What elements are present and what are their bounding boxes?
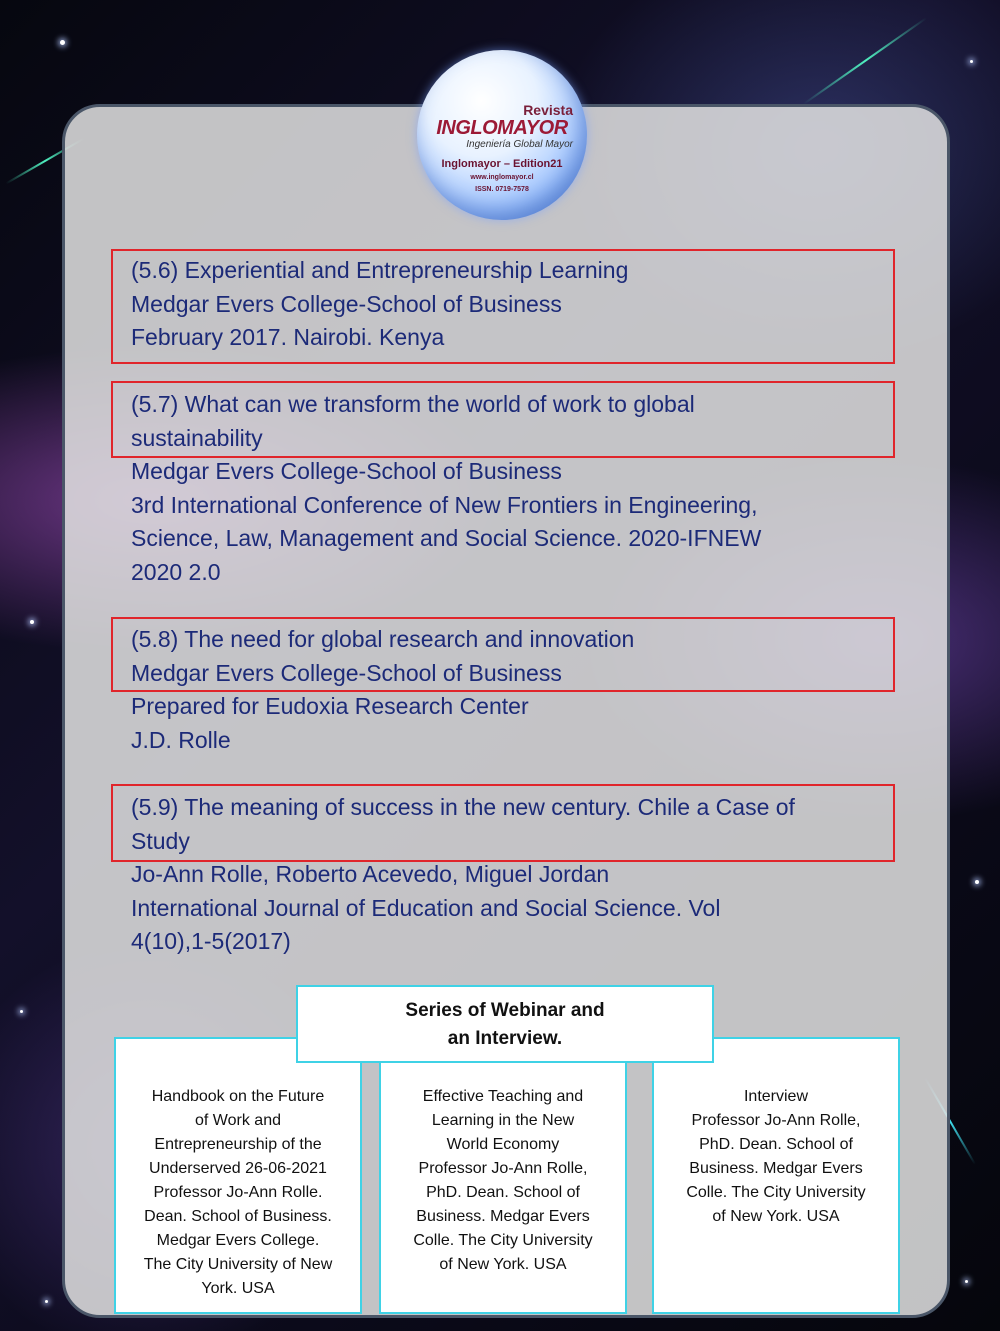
entry-line: (5.7) What can we transform the world of work to global [131, 391, 695, 417]
card-line: Professor Jo-Ann Rolle, [691, 1112, 861, 1129]
entry-line: (5.9) The meaning of success in the new century. Chile a Case of [131, 794, 795, 820]
entry-line: Science, Law, Management and Social Science. 2020-IFNEW [131, 525, 762, 551]
entry-line: Medgar Evers College-School of Business [131, 458, 562, 484]
entry-line: sustainability [131, 424, 263, 451]
inglomayor-logo [417, 50, 587, 220]
entry-line: 3rd International Conference of New Frontiers in Engineering, [131, 491, 758, 518]
star-decoration [975, 880, 979, 884]
entry-line: Medgar Evers College-School of Business [131, 290, 562, 317]
entry-line: J.D. Rolle [131, 726, 231, 753]
card-line: Colle. The City University [686, 1184, 866, 1201]
logo-url: www.inglomayor.cl [470, 174, 534, 181]
series-title-line: an Interview. [447, 1028, 563, 1049]
logo-revista: Revista [523, 102, 573, 118]
star-decoration [60, 40, 65, 45]
card-line: Interview [743, 1088, 809, 1105]
card-line: PhD. Dean. School of [426, 1184, 580, 1201]
card-line: of Work and [195, 1112, 281, 1129]
card-line: Entrepreneurship of the [154, 1136, 322, 1153]
entry-5-9 [131, 791, 891, 959]
card-line: of New York. USA [439, 1256, 567, 1273]
entry-line: Prepared for Eudoxia Research Center [131, 693, 529, 719]
logo-issn: ISSN. 0719-7578 [475, 186, 529, 193]
star-decoration [20, 1010, 23, 1013]
entry-line: Study [131, 827, 190, 854]
card-line: Learning in the New [431, 1112, 575, 1129]
card-line: Medgar Evers College. [156, 1232, 320, 1249]
card-line: York. USA [201, 1280, 275, 1297]
card-line: World Economy [446, 1136, 560, 1153]
star-decoration [970, 60, 973, 63]
entry-5-8 [131, 623, 891, 757]
star-decoration [30, 620, 34, 624]
card-line: Underserved 26-06-2021 [149, 1160, 327, 1177]
card-line: PhD. Dean. School of [699, 1136, 853, 1153]
card-interview [652, 1037, 900, 1314]
card-line: Business. Medgar Evers [416, 1208, 590, 1225]
card-line: Colle. The City University [413, 1232, 593, 1249]
card-line: Handbook on the Future [151, 1088, 325, 1105]
light-streak [803, 17, 927, 105]
entry-5-7 [131, 388, 891, 589]
card-line: Business. Medgar Evers [689, 1160, 863, 1177]
card-handbook [114, 1037, 362, 1314]
logo-edition: Inglomayor – Edition21 [441, 158, 563, 170]
logo-tagline: Ingeniería Global Mayor [466, 139, 573, 150]
star-decoration [965, 1280, 968, 1283]
entry-line: International Journal of Education and Social Science. Vol [131, 894, 721, 921]
card-line: Effective Teaching and [422, 1088, 584, 1105]
card-line: Professor Jo-Ann Rolle, [418, 1160, 588, 1177]
logo-brand: INGLOMAYOR [436, 117, 568, 139]
entry-line: (5.8) The need for global research and innovation [131, 626, 635, 652]
card-line: The City University of New [143, 1256, 333, 1273]
card-line: of New York. USA [712, 1208, 840, 1225]
entry-line: 2020 2.0 [131, 558, 221, 585]
entry-line: (5.6) Experiential and Entrepreneurship Learning [131, 257, 629, 283]
star-decoration [45, 1300, 48, 1303]
entry-line: Medgar Evers College-School of Business [131, 659, 562, 686]
series-title-box [296, 985, 714, 1063]
card-effective-teaching [379, 1037, 627, 1314]
entry-line: Jo-Ann Rolle, Roberto Acevedo, Miguel Jordan [131, 861, 610, 887]
entry-5-6 [131, 254, 891, 355]
card-line: Dean. School of Business. [144, 1208, 332, 1225]
entry-line: 4(10),1-5(2017) [131, 928, 291, 954]
card-line: Professor Jo-Ann Rolle. [153, 1184, 323, 1201]
entry-line: February 2017. Nairobi. Kenya [131, 324, 445, 350]
series-title-line: Series of Webinar and [405, 1000, 605, 1021]
